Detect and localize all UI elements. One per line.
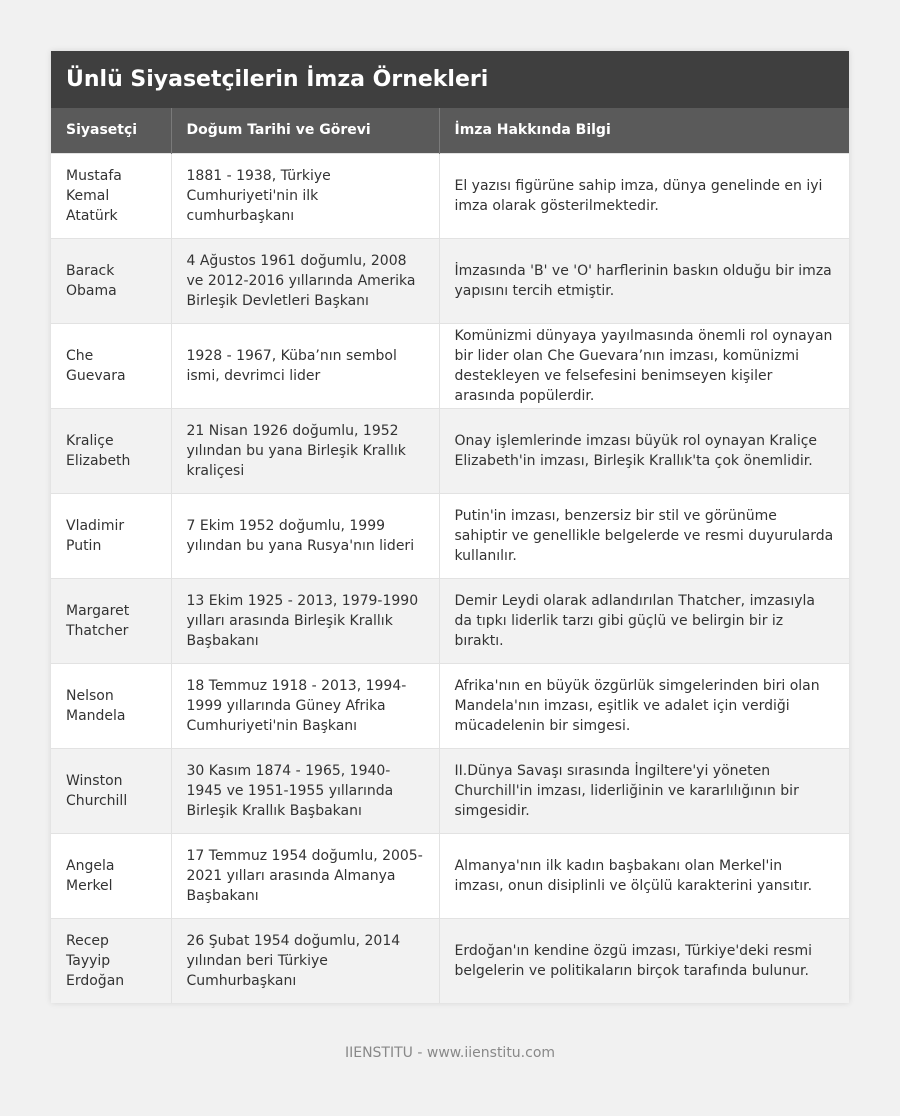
cell-birth-role: 21 Nisan 1926 doğumlu, 1952 yılından bu yana Birleşik Krallık kraliçesi (171, 408, 439, 493)
column-header-politician: Siyasetçi (51, 108, 171, 153)
column-header-birth-role: Doğum Tarihi ve Görevi (171, 108, 439, 153)
cell-signature-info: II.Dünya Savaşı sırasında İngiltere'yi yöneten Churchill'in imzası, liderliğinin ve kararlılığının bir simgesidir. (439, 748, 849, 833)
cell-birth-role: 30 Kasım 1874 - 1965, 1940-1945 ve 1951-1955 yıllarında Birleşik Krallık Başbakanı (171, 748, 439, 833)
cell-politician: Che Guevara (51, 323, 171, 408)
cell-politician: Barack Obama (51, 238, 171, 323)
cell-politician: Mustafa Kemal Atatürk (51, 153, 171, 238)
cell-signature-info: Almanya'nın ilk kadın başbakanı olan Merkel'in imzası, onun disiplinli ve ölçülü karakterini yansıtır. (439, 833, 849, 918)
cell-birth-role: 1881 - 1938, Türkiye Cumhuriyeti'nin ilk cumhurbaşkanı (171, 153, 439, 238)
cell-politician: Angela Merkel (51, 833, 171, 918)
cell-signature-info: Komünizmi dünyaya yayılmasında önemli rol oynayan bir lider olan Che Guevara’nın imzası, komünizmi destekleyen ve felsefesini benimseyen kişiler arasında popülerdir. (439, 323, 849, 408)
footer-credit: IIENSTITU - www.iienstitu.com (344, 1045, 556, 1061)
cell-signature-info: Afrika'nın en büyük özgürlük simgelerinden biri olan Mandela'nın imzası, eşitlik ve adalet için verdiği mücadelenin bir simgesi. (439, 663, 849, 748)
cell-birth-role: 4 Ağustos 1961 doğumlu, 2008 ve 2012-2016 yıllarında Amerika Birleşik Devletleri Başkanı (171, 238, 439, 323)
cell-politician: Nelson Mandela (51, 663, 171, 748)
cell-politician: Kraliçe Elizabeth (51, 408, 171, 493)
table-row (51, 748, 849, 833)
table-header (51, 108, 849, 153)
cell-birth-role: 18 Temmuz 1918 - 2013, 1994-1999 yıllarında Güney Afrika Cumhuriyeti'nin Başkanı (171, 663, 439, 748)
cell-birth-role: 1928 - 1967, Küba’nın sembol ismi, devrimci lider (171, 323, 439, 408)
cell-politician: Vladimir Putin (51, 493, 171, 578)
table-body (51, 153, 849, 1003)
header-row (51, 108, 849, 153)
table-row (51, 578, 849, 663)
table-row (51, 323, 849, 408)
cell-politician: Winston Churchill (51, 748, 171, 833)
table-title: Ünlü Siyasetçilerin İmza Örnekleri (51, 51, 849, 108)
cell-signature-info: Demir Leydi olarak adlandırılan Thatcher, imzasıyla da tıpkı liderlik tarzı gibi güçlü ve belirgin bir iz bıraktı. (439, 578, 849, 663)
cell-birth-role: 26 Şubat 1954 doğumlu, 2014 yılından beri Türkiye Cumhurbaşkanı (171, 918, 439, 1003)
cell-birth-role: 13 Ekim 1925 - 2013, 1979-1990 yılları arasında Birleşik Krallık Başbakanı (171, 578, 439, 663)
cell-politician: Margaret Thatcher (51, 578, 171, 663)
table-row (51, 663, 849, 748)
table-row (51, 833, 849, 918)
table-row (51, 493, 849, 578)
table-row (51, 238, 849, 323)
cell-signature-info: Erdoğan'ın kendine özgü imzası, Türkiye'deki resmi belgelerin ve politikaların birçok tarafında bulunur. (439, 918, 849, 1003)
cell-birth-role: 17 Temmuz 1954 doğumlu, 2005-2021 yılları arasında Almanya Başbakanı (171, 833, 439, 918)
cell-signature-info: Onay işlemlerinde imzası büyük rol oynayan Kraliçe Elizabeth'in imzası, Birleşik Krallık'ta çok önemlidir. (439, 408, 849, 493)
cell-birth-role: 7 Ekim 1952 doğumlu, 1999 yılından bu yana Rusya'nın lideri (171, 493, 439, 578)
signature-table-card (51, 51, 849, 1003)
column-header-signature-info: İmza Hakkında Bilgi (439, 108, 849, 153)
cell-signature-info: El yazısı figürüne sahip imza, dünya genelinde en iyi imza olarak gösterilmektedir. (439, 153, 849, 238)
table-row (51, 408, 849, 493)
signature-table (51, 108, 849, 1003)
cell-signature-info: Putin'in imzası, benzersiz bir stil ve görünüme sahiptir ve genellikle belgelerde ve resmi duyurularda kullanılır. (439, 493, 849, 578)
table-row (51, 918, 849, 1003)
table-row (51, 153, 849, 238)
cell-politician: Recep Tayyip Erdoğan (51, 918, 171, 1003)
cell-signature-info: İmzasında 'B' ve 'O' harflerinin baskın olduğu bir imza yapısını tercih etmiştir. (439, 238, 849, 323)
